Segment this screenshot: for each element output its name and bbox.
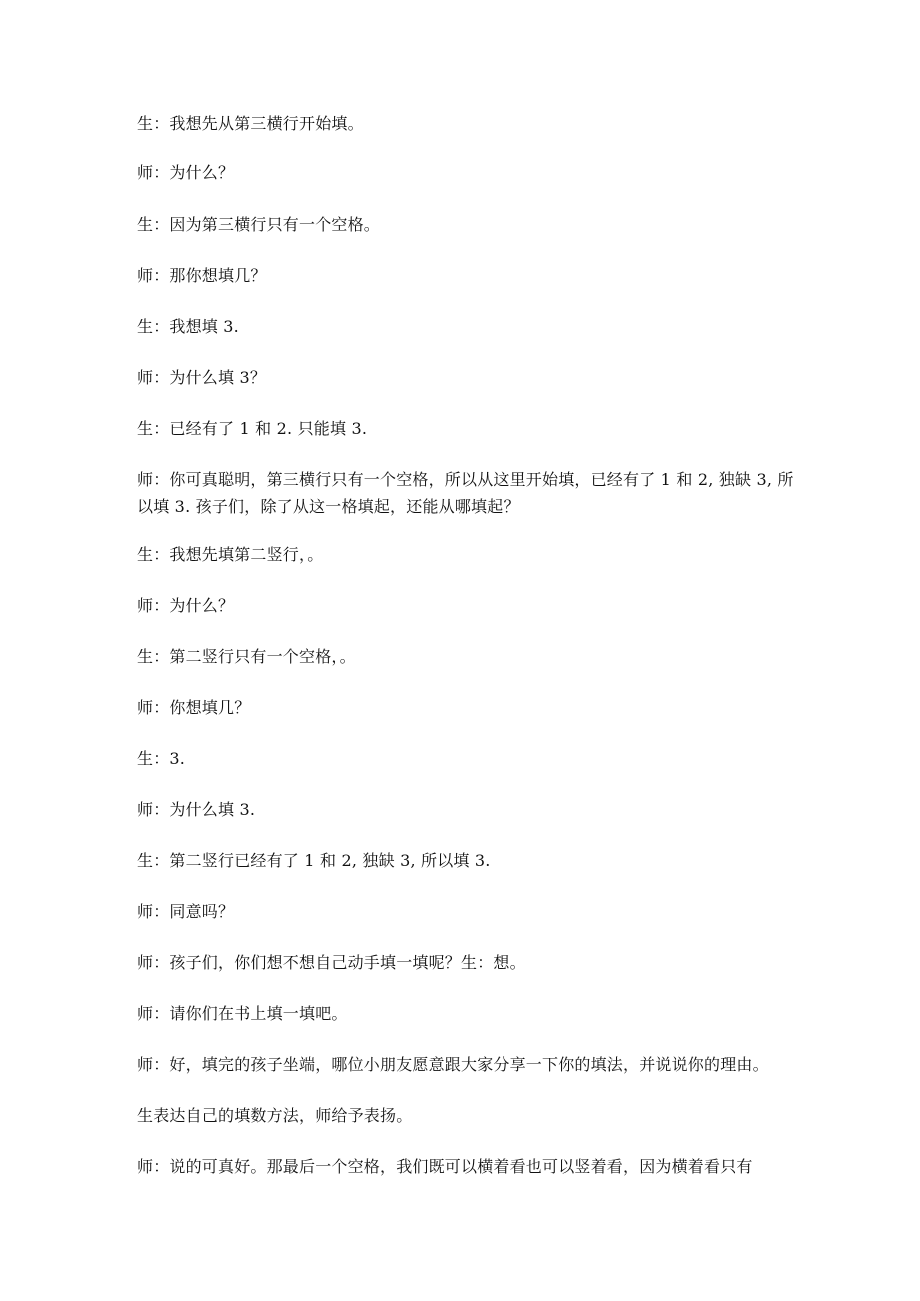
dialogue-line: 师：好，填完的孩子坐端，哪位小朋友愿意跟大家分享一下你的填法，并说说你的理由。 (137, 1055, 769, 1074)
dialogue-line: 师：为什么？ (137, 596, 235, 615)
dialogue-line: 师：为什么？ (137, 163, 235, 182)
dialogue-line: 生：3. (137, 749, 186, 768)
dialogue-line: 生表达自己的填数方法，师给予表扬。 (137, 1106, 413, 1125)
dialogue-line: 师：孩子们，你们想不想自己动手填一填呢？生：想。 (137, 953, 526, 972)
dialogue-line: 生：我想先从第三横行开始填。 (137, 114, 364, 133)
dialogue-line: 师：说的可真好。那最后一个空格，我们既可以横着看也可以竖着看，因为横着看只有 (137, 1157, 753, 1176)
dialogue-line: 生：已经有了 1 和 2. 只能填 3. (137, 419, 368, 438)
dialogue-line: 生：第二竖行只有一个空格，。 (137, 647, 356, 666)
dialogue-line: 生：我想填 3. (137, 317, 239, 336)
dialogue-line: 师：为什么填 3. (137, 800, 256, 819)
dialogue-line: 生：我想先填第二竖行，。 (137, 545, 324, 564)
dialogue-line: 师：同意吗？ (137, 902, 235, 921)
dialogue-line: 生：第二竖行已经有了 1 和 2, 独缺 3, 所以填 3. (137, 851, 491, 870)
dialogue-line: 师：你可真聪明，第三横行只有一个空格，所以从这里开始填，已经有了 1 和 2, 独缺 3, 所以填 3. 孩子们，除了从这一格填起，还能从哪填起？ (137, 470, 794, 516)
dialogue-line: 师：那你想填几？ (137, 266, 267, 285)
dialogue-line: 师：你想填几？ (137, 698, 251, 717)
dialogue-line: 生：因为第三横行只有一个空格。 (137, 215, 381, 234)
dialogue-line: 师：请你们在书上填一填吧。 (137, 1004, 348, 1023)
dialogue-line: 师：为什么填 3？ (137, 368, 267, 387)
